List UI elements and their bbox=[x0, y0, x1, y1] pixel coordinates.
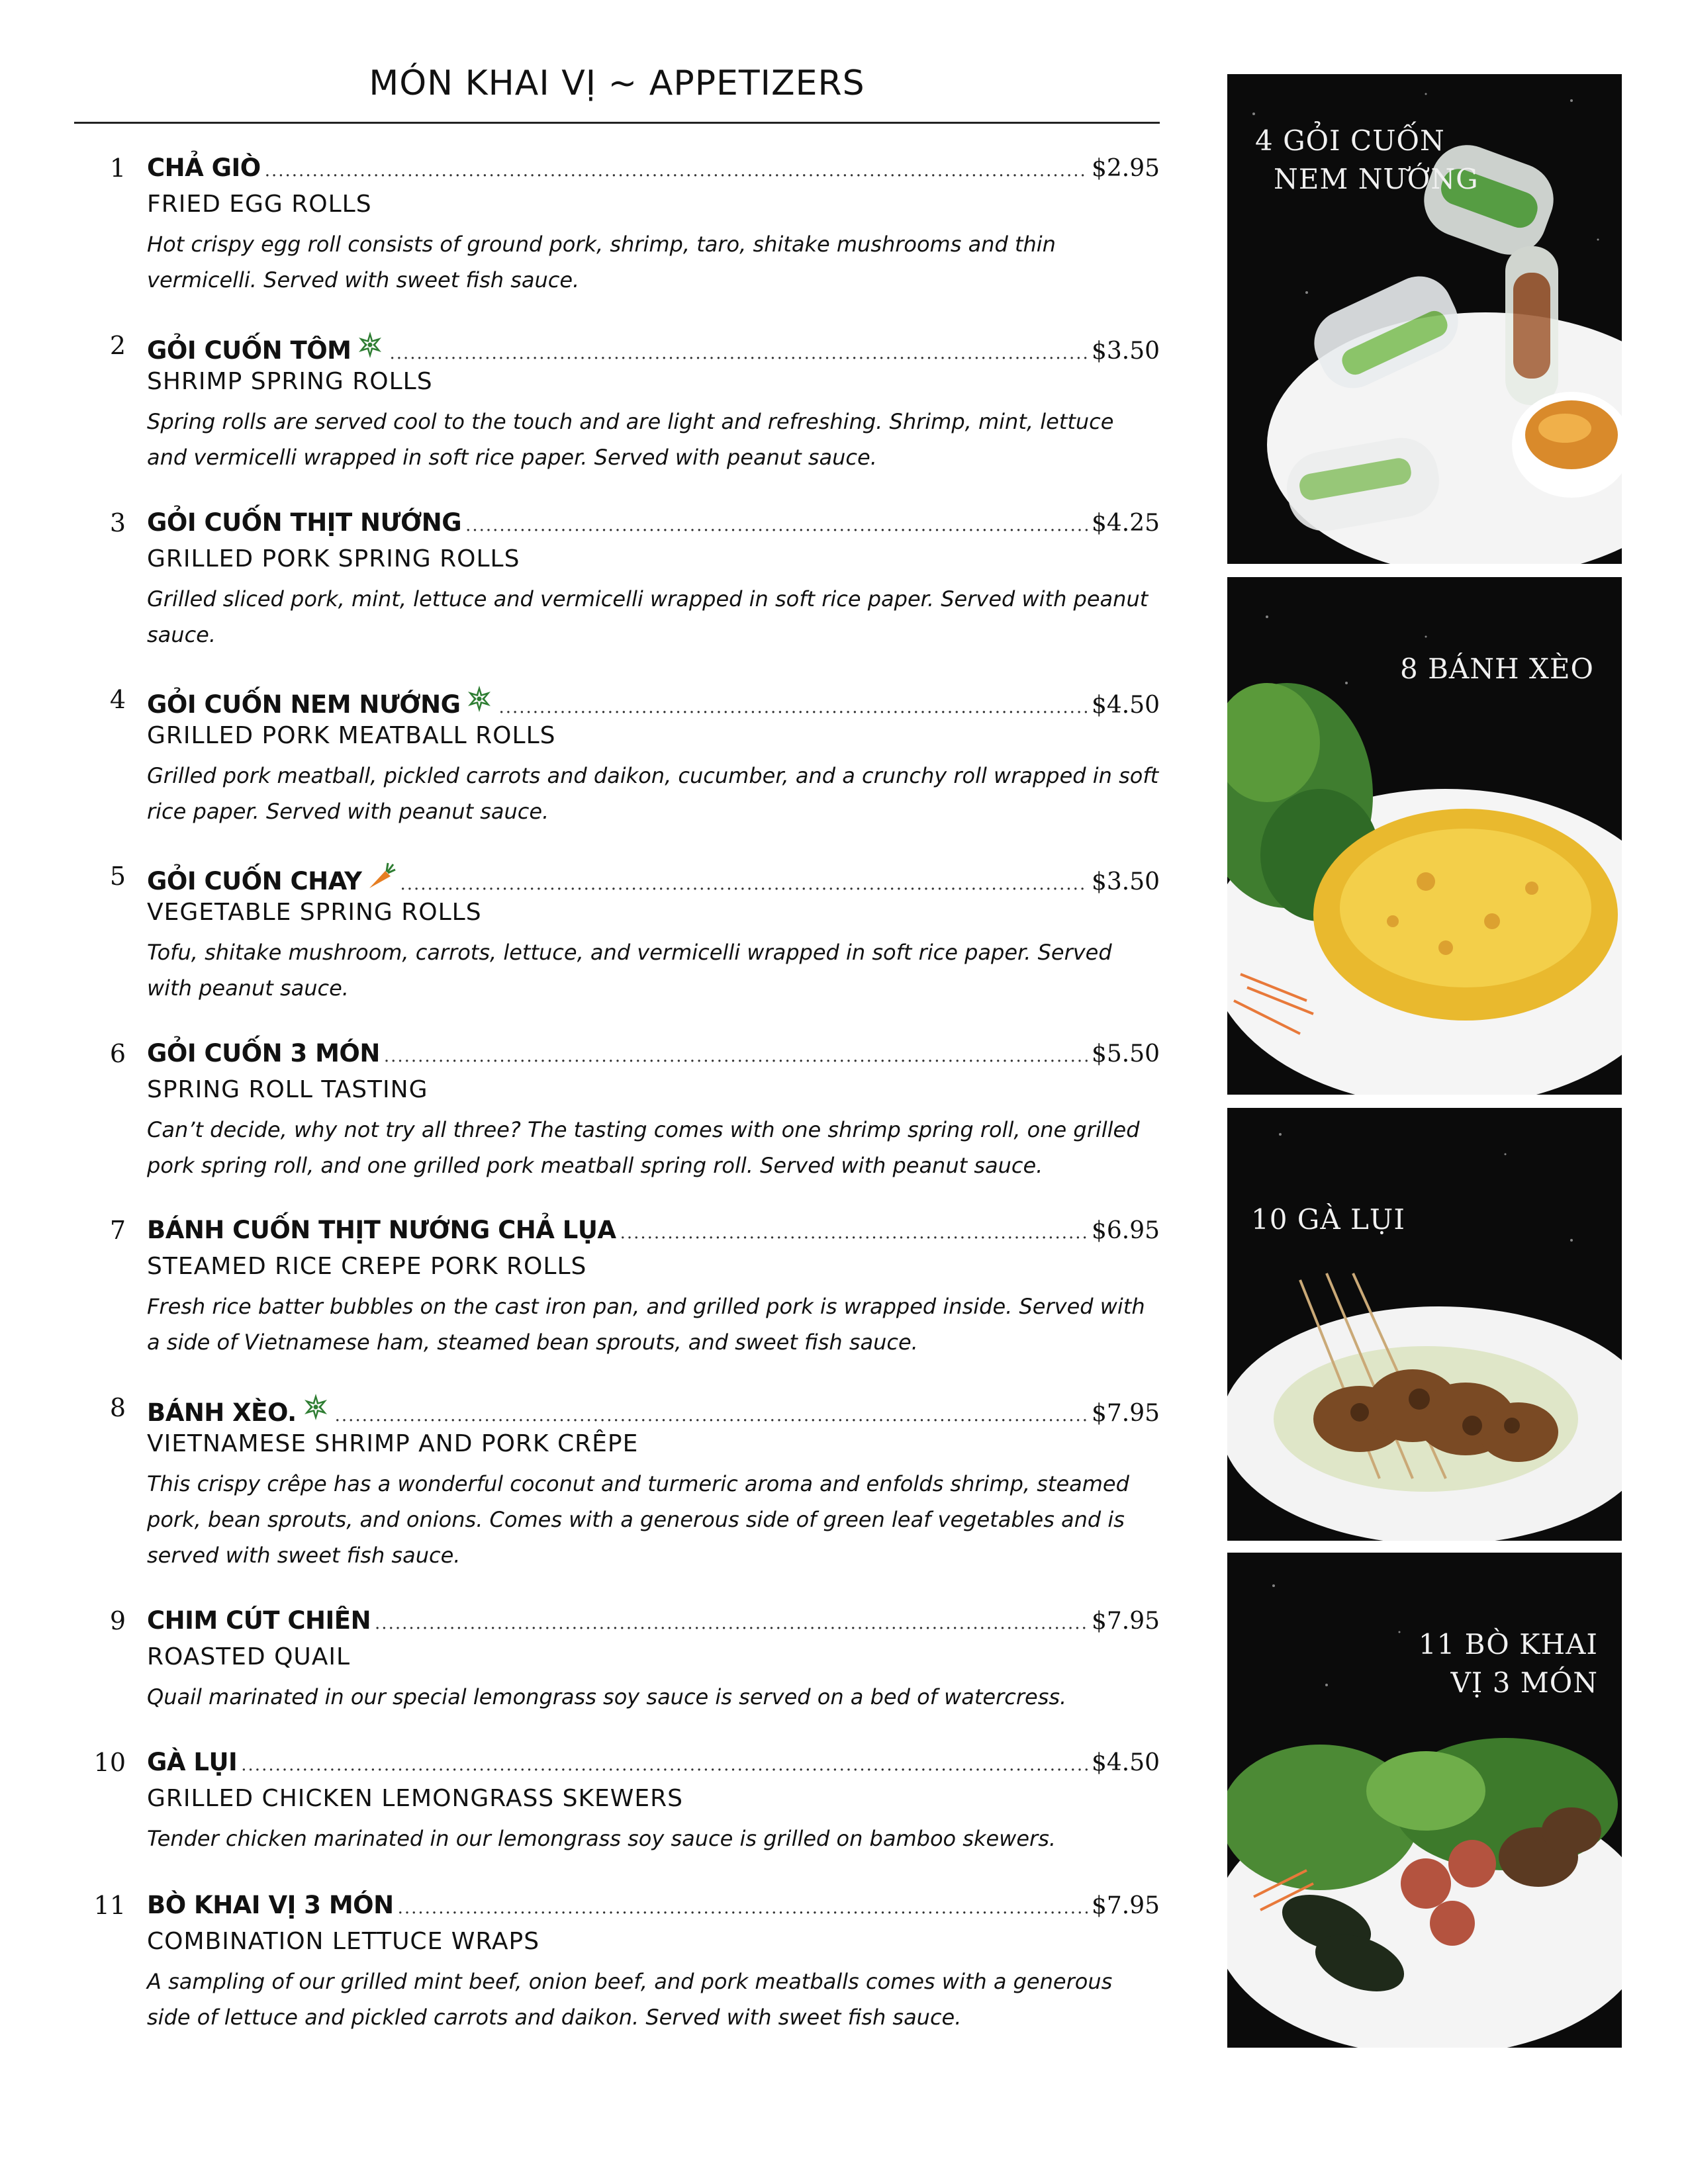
item-english-name: COMBINATION LETTUCE WRAPS bbox=[147, 1928, 540, 1955]
item-price: $4.25 bbox=[1091, 510, 1160, 537]
dot-leader bbox=[389, 343, 1087, 363]
item-number: 3 bbox=[109, 508, 126, 537]
item-description: Fresh rice batter bubbles on the cast iron pan, and grilled pork is wrapped inside. Served with a side of Vietnamese ham, steamed bean sprouts, and sweet fish sauce. bbox=[147, 1294, 1145, 1355]
item-number: 10 bbox=[93, 1748, 126, 1777]
item-line bbox=[147, 862, 1160, 895]
item-line bbox=[147, 1891, 1160, 1919]
photo-banh-xeo bbox=[1227, 577, 1622, 1095]
item-line bbox=[147, 685, 1160, 719]
item-line bbox=[147, 1606, 1160, 1635]
dot-leader bbox=[465, 516, 1088, 535]
item-number: 7 bbox=[109, 1216, 126, 1245]
item-vietnamese-name: BÁNH XÈO. bbox=[147, 1398, 297, 1427]
photo-caption: 10 GÀ LỤI bbox=[1251, 1203, 1405, 1236]
photo-ga-lui bbox=[1227, 1108, 1622, 1541]
item-number: 4 bbox=[109, 685, 126, 714]
item-vietnamese-name: GỎI CUỐN THỊT NƯỚNG bbox=[147, 508, 462, 537]
item-price: $2.95 bbox=[1091, 155, 1160, 182]
dot-leader bbox=[265, 161, 1088, 181]
item-english-name: ROASTED QUAIL bbox=[147, 1643, 351, 1670]
item-english-name: STEAMED RICE CREPE PORK ROLLS bbox=[147, 1253, 587, 1280]
carrot-icon bbox=[365, 862, 396, 889]
item-price: $7.95 bbox=[1091, 1892, 1160, 1919]
item-price: $3.50 bbox=[1091, 868, 1160, 895]
photo-caption: 11 BÒ KHAI VỊ 3 MÓN bbox=[1418, 1628, 1598, 1699]
photo-bo-khai-vi bbox=[1227, 1553, 1622, 2048]
item-description: Grilled sliced pork, mint, lettuce and vermicelli wrapped in soft rice paper. Served with peanut sauce. bbox=[147, 586, 1149, 647]
photo-caption: 4 GỎI CUỐN NEM NƯỚNG bbox=[1255, 124, 1479, 195]
item-price: $3.50 bbox=[1091, 338, 1160, 365]
dot-leader bbox=[241, 1755, 1088, 1775]
item-number: 6 bbox=[109, 1039, 126, 1068]
dot-leader bbox=[335, 1406, 1088, 1426]
item-price: $4.50 bbox=[1091, 692, 1160, 719]
item-description: Hot crispy egg roll consists of ground pork, shrimp, taro, shitake mushrooms and thin vermicelli. Served with sweet fish sauce. bbox=[147, 232, 1056, 293]
green-flower-icon bbox=[464, 685, 494, 713]
dot-leader bbox=[400, 874, 1087, 894]
item-vietnamese-name: BÁNH CUỐN THỊT NƯỚNG CHẢ LỤA bbox=[147, 1216, 616, 1244]
item-line bbox=[147, 1039, 1160, 1068]
dot-leader bbox=[384, 1046, 1088, 1066]
item-number: 9 bbox=[109, 1606, 126, 1635]
item-line bbox=[147, 1216, 1160, 1244]
item-number: 5 bbox=[109, 862, 126, 891]
photo-goi-cuon-nem-nuong bbox=[1227, 74, 1622, 564]
dot-leader bbox=[375, 1614, 1088, 1633]
item-english-name: VEGETABLE SPRING ROLLS bbox=[147, 899, 482, 926]
item-description: This crispy crêpe has a wonderful coconut and turmeric aroma and enfolds shrimp, steamed pork, bean sprouts, and onions. Comes with a generous side of green leaf vegetables and is served with sweet fish sauce. bbox=[147, 1471, 1129, 1568]
item-line bbox=[147, 1393, 1160, 1427]
green-flower-icon bbox=[301, 1393, 331, 1421]
item-vietnamese-name: GỎI CUỐN NEM NƯỚNG bbox=[147, 690, 461, 719]
item-vietnamese-name: GỎI CUỐN TÔM bbox=[147, 336, 352, 365]
item-vietnamese-name: GÀ LỤI bbox=[147, 1748, 238, 1776]
item-vietnamese-name: BÒ KHAI VỊ 3 MÓN bbox=[147, 1891, 394, 1919]
item-price: $7.95 bbox=[1091, 1400, 1160, 1427]
item-price: $7.95 bbox=[1091, 1608, 1160, 1635]
item-description: Quail marinated in our special lemongrass soy sauce is served on a bed of watercress. bbox=[147, 1684, 1067, 1709]
item-description: Grilled pork meatball, pickled carrots and daikon, cucumber, and a crunchy roll wrapped in soft rice paper. Served with peanut sauce. bbox=[147, 763, 1159, 824]
ga-lui-image bbox=[1227, 1108, 1622, 1541]
item-english-name: FRIED EGG ROLLS bbox=[147, 191, 372, 218]
item-number: 2 bbox=[109, 331, 126, 360]
item-description: Tender chicken marinated in our lemongrass soy sauce is grilled on bamboo skewers. bbox=[147, 1826, 1056, 1851]
item-english-name: SHRIMP SPRING ROLLS bbox=[147, 368, 433, 395]
item-description: Tofu, shitake mushroom, carrots, lettuce, and vermicelli wrapped in soft rice paper. Served with peanut sauce. bbox=[147, 940, 1112, 1001]
item-english-name: GRILLED PORK MEATBALL ROLLS bbox=[147, 722, 556, 749]
item-vietnamese-name: CHẢ GIÒ bbox=[147, 154, 261, 182]
item-line bbox=[147, 1748, 1160, 1776]
item-line bbox=[147, 154, 1160, 182]
item-english-name: SPRING ROLL TASTING bbox=[147, 1076, 428, 1103]
page-title: MÓN KHAI VỊ ~ APPETIZERS bbox=[369, 64, 865, 103]
item-english-name: GRILLED CHICKEN LEMONGRASS SKEWERS bbox=[147, 1785, 684, 1812]
item-description: A sampling of our grilled mint beef, onion beef, and pork meatballs comes with a generous side of lettuce and pickled carrots and daikon. Served with sweet fish sauce. bbox=[147, 1969, 1113, 2030]
dot-leader bbox=[498, 698, 1087, 717]
item-number: 1 bbox=[109, 154, 126, 183]
item-vietnamese-name: GỎI CUỐN 3 MÓN bbox=[147, 1039, 380, 1068]
item-english-name: GRILLED PORK SPRING ROLLS bbox=[147, 545, 520, 572]
green-flower-icon bbox=[355, 331, 385, 359]
item-vietnamese-name: GỎI CUỐN CHAY bbox=[147, 867, 362, 895]
item-vietnamese-name: CHIM CÚT CHIÊN bbox=[147, 1606, 371, 1635]
item-line bbox=[147, 508, 1160, 537]
item-price: $6.95 bbox=[1091, 1217, 1160, 1244]
item-number: 8 bbox=[109, 1393, 126, 1422]
item-number: 11 bbox=[93, 1891, 126, 1920]
item-price: $5.50 bbox=[1091, 1040, 1160, 1068]
title-rule bbox=[74, 122, 1160, 124]
dot-leader bbox=[620, 1223, 1088, 1243]
dot-leader bbox=[398, 1898, 1088, 1918]
photo-caption: 8 BÁNH XÈO bbox=[1400, 653, 1594, 685]
item-english-name: VIETNAMESE SHRIMP AND PORK CRÊPE bbox=[147, 1430, 639, 1457]
item-price: $4.50 bbox=[1091, 1749, 1160, 1776]
item-description: Spring rolls are served cool to the touch and are light and refreshing. Shrimp, mint, lettuce and vermicelli wrapped in soft rice paper. Served with peanut sauce. bbox=[147, 409, 1114, 470]
item-line bbox=[147, 331, 1160, 365]
item-description: Can’t decide, why not try all three? The tasting comes with one shrimp spring roll, one grilled pork spring roll, and one grilled pork meatball spring roll. Served with peanut sauce. bbox=[147, 1117, 1140, 1178]
